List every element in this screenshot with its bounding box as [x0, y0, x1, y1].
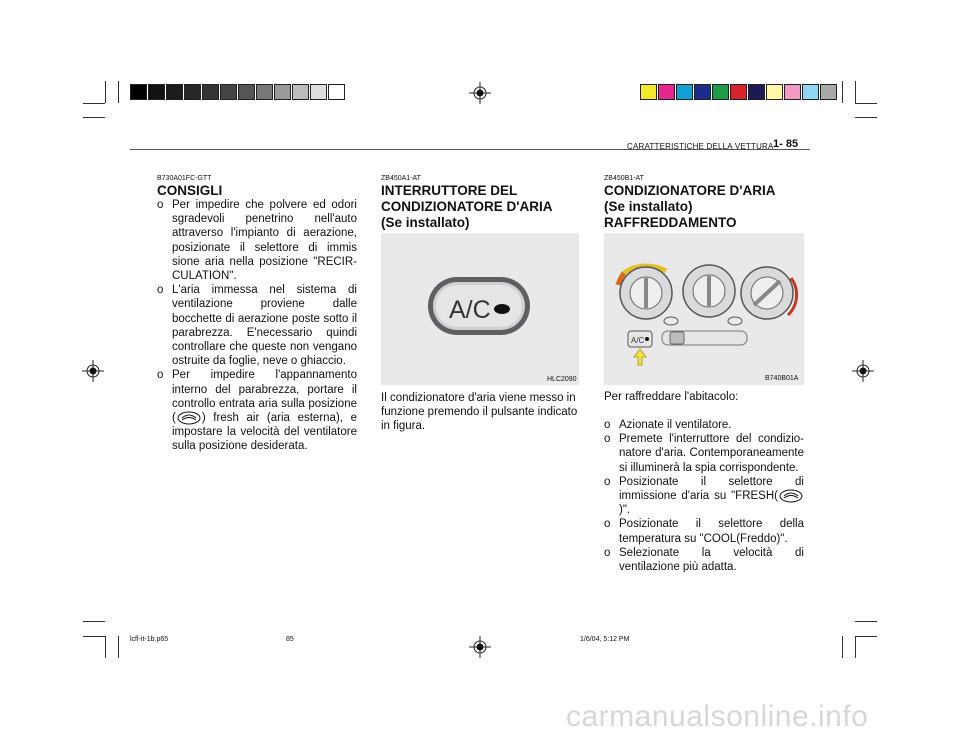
crop-mark: [118, 81, 119, 103]
list-item-text: Azionate il ventilatore.: [619, 419, 732, 431]
list-item: [604, 546, 804, 574]
section-title: CARATTERISTICHE DELLA VETTURA: [627, 142, 774, 151]
arrow-pointer-icon: [634, 349, 646, 365]
color-swatch: [820, 84, 837, 100]
crop-mark: [842, 81, 843, 103]
crop-mark: [118, 636, 119, 658]
gray-swatch: [238, 84, 255, 100]
heading-line: (Se installato): [604, 199, 693, 214]
list-item-text: Posizionate il selettore della temperatura su "COOL(Freddo)".: [619, 518, 804, 545]
list-item-text: Per impedire che polvere ed odori sgradevoli penetrino nell'auto attraverso l'impianto di aerazione, posizionate il selettore di immis sione aria nella posizione "RECIR- CULATION".: [172, 199, 357, 283]
crop-mark: [83, 103, 105, 104]
list-item-text: Premete l'interruttore del condizio- natore d'aria. Contemporaneamente si illuminerà la spia corrispondente.: [619, 433, 804, 474]
bullet: o: [604, 419, 611, 431]
footer-date: 1/6/04, 5:12 PM: [580, 636, 630, 643]
image-code: B740B01A: [765, 375, 799, 382]
paragraph: Il condizionatore d'aria viene messo in funzione premendo il pulsante indicato in figura.: [381, 392, 578, 433]
list-item-text: Selezionate la velocità di ventilazione più adatta.: [619, 546, 804, 574]
section-heading: [604, 183, 775, 231]
list-item-text: Per impedire l'appannamento interno del parabrezza, portare il controllo entrata aria sulla posizione (: [172, 369, 357, 425]
watermark: carmanualsonline.info: [566, 700, 869, 733]
crop-mark: [83, 621, 105, 622]
color-swatch: [712, 84, 729, 100]
bullet: o: [157, 284, 164, 297]
list-item: [604, 517, 804, 545]
bullet: o: [604, 546, 611, 559]
color-calibration-bar: [640, 84, 838, 100]
bullet: o: [157, 199, 164, 211]
crop-mark: [855, 621, 877, 622]
crop-mark: [105, 636, 106, 658]
climate-panel-drawing: [604, 233, 804, 385]
bullet: o: [604, 475, 611, 488]
heading-line: CONDIZIONATORE D'ARIA: [381, 199, 553, 214]
color-swatch: [640, 84, 657, 100]
list-item-text: Posizionate il selettore di immissione d'aria su "FRESH(: [619, 475, 804, 503]
registration-target-icon: [82, 360, 104, 382]
ac-switch-illustration: [381, 233, 579, 385]
section-code: B730A01FC-GTT: [157, 175, 212, 182]
gray-swatch: [256, 84, 273, 100]
list-item: [157, 368, 357, 453]
gray-swatch: [292, 84, 309, 100]
heading-line: (Se installato): [381, 215, 470, 230]
list-item-text: )".: [619, 504, 631, 517]
crop-mark: [855, 636, 856, 658]
page-number: 1- 85: [773, 138, 799, 150]
tips-list: [157, 198, 357, 454]
gray-swatch: [202, 84, 219, 100]
gray-swatch: [184, 84, 201, 100]
section-heading: CONSIGLI: [157, 183, 223, 198]
list-item: [604, 475, 804, 518]
image-code: HLC2090: [547, 376, 577, 383]
indicator-light-icon: [494, 304, 510, 314]
heading-line: INTERRUTTORE DEL: [381, 183, 518, 198]
ac-button-label: A/C: [449, 296, 491, 324]
crop-mark: [855, 81, 856, 103]
color-swatch: [694, 84, 711, 100]
gray-swatch: [310, 84, 327, 100]
crop-mark: [842, 636, 843, 658]
list-item: [604, 418, 804, 432]
bullet: o: [157, 369, 164, 382]
gray-swatch: [328, 84, 345, 100]
crop-mark: [855, 636, 877, 637]
color-swatch: [802, 84, 819, 100]
footer-filename: lcfl-it-1b.p65: [130, 636, 169, 643]
list-item-text: L'aria immessa nel sistema di ventilazione proviene dalle bocchette di aerazione poste sotto il parabrezza. E'necessario quindi controllare che queste non vengano ostruite da foglie, neve o ghiaccio.: [172, 284, 357, 368]
section-code: ZB450A1-AT: [381, 175, 421, 182]
color-swatch: [748, 84, 765, 100]
color-swatch: [676, 84, 693, 100]
crop-mark: [855, 117, 877, 118]
heading-line: RAFFREDDAMENTO: [604, 215, 737, 230]
heading-line: CONDIZIONATORE D'ARIA: [604, 183, 776, 198]
crop-mark: [83, 117, 105, 118]
gray-swatch: [166, 84, 183, 100]
fresh-air-icon: [778, 489, 804, 503]
steps-list: [604, 418, 804, 574]
crop-mark: [105, 81, 106, 103]
ac-button-label: A/C: [631, 336, 645, 345]
gray-swatch: [274, 84, 291, 100]
gray-swatch: [130, 84, 147, 100]
list-item: [157, 198, 357, 283]
climate-control-panel-illustration: [604, 233, 804, 385]
ac-button-illustration: [381, 233, 579, 385]
list-item-text: ) fresh air (aria esterna), e impostare la velocità del ventilatore sulla posizione desiderata.: [172, 412, 357, 453]
footer-page: 85: [286, 636, 294, 643]
color-swatch: [730, 84, 747, 100]
intro-text: Per raffreddare l'abitacolo:: [604, 391, 739, 403]
registration-target-icon: [469, 636, 491, 658]
registration-target-icon: [469, 82, 491, 104]
section-code: ZB450B1-AT: [604, 175, 644, 182]
section-heading: [381, 183, 552, 231]
grayscale-calibration-bar: [130, 84, 346, 100]
bullet: o: [604, 433, 611, 446]
bullet: o: [604, 518, 611, 531]
list-item: [157, 283, 357, 368]
fresh-air-icon: [176, 411, 202, 425]
color-swatch: [784, 84, 801, 100]
registration-target-icon: [852, 360, 874, 382]
color-swatch: [766, 84, 783, 100]
list-item: [604, 432, 804, 475]
crop-mark: [855, 103, 877, 104]
gray-swatch: [148, 84, 165, 100]
gray-swatch: [220, 84, 237, 100]
crop-mark: [83, 636, 105, 637]
color-swatch: [658, 84, 675, 100]
